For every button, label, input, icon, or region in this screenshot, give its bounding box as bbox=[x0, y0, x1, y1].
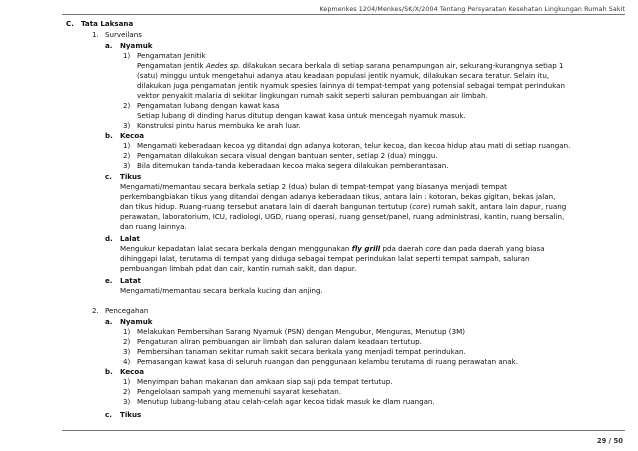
heading: Tikus bbox=[120, 410, 142, 419]
footer-rule bbox=[62, 430, 625, 431]
item-text: Mengamati keberadaan kecoa yg ditandai dgn adanya kotoran, telur kecoa, dan kecoa hidup atau mati di setiap ruangan. bbox=[137, 141, 571, 150]
page-number: 29 / 50 bbox=[596, 437, 623, 445]
item-text: Pengelolaan sampah yang memenuhi sayarat kesehatan. bbox=[137, 387, 341, 396]
item-number: 2) bbox=[123, 151, 131, 160]
item-letter: b. bbox=[105, 367, 113, 376]
item-number: 3) bbox=[123, 161, 131, 170]
item-number: 4) bbox=[123, 357, 131, 366]
paragraph-line: Pengamatan jentik Aedes sp. dilakukan secara berkala di setiap sarana penampungan air, sekurang-kurangnya setiap 1 bbox=[137, 61, 564, 70]
item-letter: b. bbox=[105, 131, 113, 140]
heading: Lalat bbox=[120, 234, 140, 243]
item-text: Pengamatan Jenitik bbox=[137, 51, 206, 60]
paragraph-line: dan tikus hidup. Ruang-ruang tersebut anatara lain di daerah bangunan tertutup (core) rumah sakit, antara lain dapur, ruang bbox=[120, 202, 567, 211]
item-letter: d. bbox=[105, 234, 113, 243]
item-text: Pengamatan dilakukan secara visual dengan bantuan senter, setiap 2 (dua) minggu. bbox=[137, 151, 438, 160]
header-rule bbox=[62, 14, 625, 15]
heading: Latat bbox=[120, 276, 141, 285]
item-number: 1) bbox=[123, 51, 131, 60]
item-number: 1) bbox=[123, 327, 131, 336]
item-number: 2. bbox=[92, 306, 99, 315]
item-text: Pengamatan lubang dengan kawat kasa bbox=[137, 101, 280, 110]
item-text: Menyimpan bahan makanan dan amkaan siap saji pda tempat tertutup. bbox=[137, 377, 393, 386]
item-number: 2) bbox=[123, 387, 131, 396]
section-title: Tata Laksana bbox=[81, 19, 134, 28]
paragraph-line: Mengamati/memantau secara berkala kucing dan anjing. bbox=[120, 286, 323, 295]
paragraph-line: dilakukan juga pengamatan jentik nyamuk spesies lainnya di tempat-tempat yang potensial sebagai tempat perindukan bbox=[137, 81, 566, 90]
item-number: 1) bbox=[123, 141, 131, 150]
paragraph-line: dan ruang lainnya. bbox=[120, 222, 187, 231]
heading: Kecoa bbox=[120, 367, 145, 376]
item-text: Pengaturan aliran pembuangan air limbah dan saluran dalam keadaan tertutup. bbox=[137, 337, 422, 346]
item-text: Melakukan Pembersihan Sarang Nyamuk (PSN) dengan Mengubur, Menguras, Menutup (3M) bbox=[137, 327, 465, 336]
item-letter: e. bbox=[105, 276, 113, 285]
subsection-title: Pencegahan bbox=[105, 306, 149, 315]
paragraph-line: perawatan, laboratorium, ICU, radiologi, UGD, ruang operasi, ruang genset/panel, ruang administrasi, kantin, ruang bersalin, bbox=[120, 212, 565, 221]
item-number: 1) bbox=[123, 377, 131, 386]
paragraph-line: (satu) minggu untuk mengetahui adanya atau keadaan populasi jentik nyamuk, dilakukan secara teratur. Selain itu, bbox=[137, 71, 550, 80]
item-text: Pembersihan tanaman sekitar rumah sakit secara berkala yang menjadi tempat perindukan. bbox=[137, 347, 466, 356]
item-text: Menutup lubang-lubang atau celah-celah agar kecoa tidak masuk ke dlam ruangan. bbox=[137, 397, 435, 406]
heading: Nyamuk bbox=[120, 317, 153, 326]
item-letter: c. bbox=[105, 172, 112, 181]
paragraph-line: pembuangan limbah pdat dan cair, kantin rumah sakit, dan dapur. bbox=[120, 264, 357, 273]
item-text: Bila ditemukan tanda-tanda keberadaan kecoa maka segera dilakukan pemberantasan. bbox=[137, 161, 449, 170]
item-number: 1. bbox=[92, 30, 99, 39]
paragraph-line: perkembangbiakan tikus yang ditandai dengan adanya keberadaan tikus, antara lain : kotoran, bekas gigitan, bekas jalan, bbox=[120, 192, 556, 201]
item-number: 2) bbox=[123, 337, 131, 346]
paragraph-line: dihinggapi lalat, terutama di tempat yang diduga sebagai tempat perindukan lalat seperti tempat sampah, saluran bbox=[120, 254, 530, 263]
item-number: 3) bbox=[123, 397, 131, 406]
item-number: 2) bbox=[123, 101, 131, 110]
section-letter: C. bbox=[66, 19, 74, 28]
item-text: Pemasangan kawat kasa di seluruh ruangan dan penggunaan kelambu terutama di ruang perawatan anak. bbox=[137, 357, 518, 366]
paragraph-line: Setiap lubang di dinding harus ditutup dengan kawat kasa untuk mencegah nyamuk masuk. bbox=[137, 111, 466, 120]
item-number: 3) bbox=[123, 121, 131, 130]
paragraph-line: Mengukur kepadatan lalat secara berkala dengan menggunakan fly grill pda daerah core dan pada daerah yang biasa bbox=[120, 244, 545, 253]
paragraph-line: vektor penyakit malaria di sekitar lingkungan rumah sakit seperti saluran pembuangan air limbah. bbox=[137, 91, 488, 100]
item-text: Konstruksi pintu harus membuka ke arah luar. bbox=[137, 121, 301, 130]
running-header: Kepmenkes 1204/Menkes/SK/X/2004 Tentang Persyaratan Kesehatan Lingkungan Rumah Sakit bbox=[319, 6, 625, 13]
subsection-title: Surveilans bbox=[105, 30, 142, 39]
item-letter: a. bbox=[105, 41, 113, 50]
item-letter: a. bbox=[105, 317, 113, 326]
item-number: 3) bbox=[123, 347, 131, 356]
item-letter: c. bbox=[105, 410, 112, 419]
heading: Nyamuk bbox=[120, 41, 153, 50]
heading: Kecoa bbox=[120, 131, 145, 140]
heading: Tikus bbox=[120, 172, 142, 181]
paragraph-line: Mengamati/memantau secara berkala setiap 2 (dua) bulan di tempat-tempat yang biasanya menjadi tempat bbox=[120, 182, 507, 191]
